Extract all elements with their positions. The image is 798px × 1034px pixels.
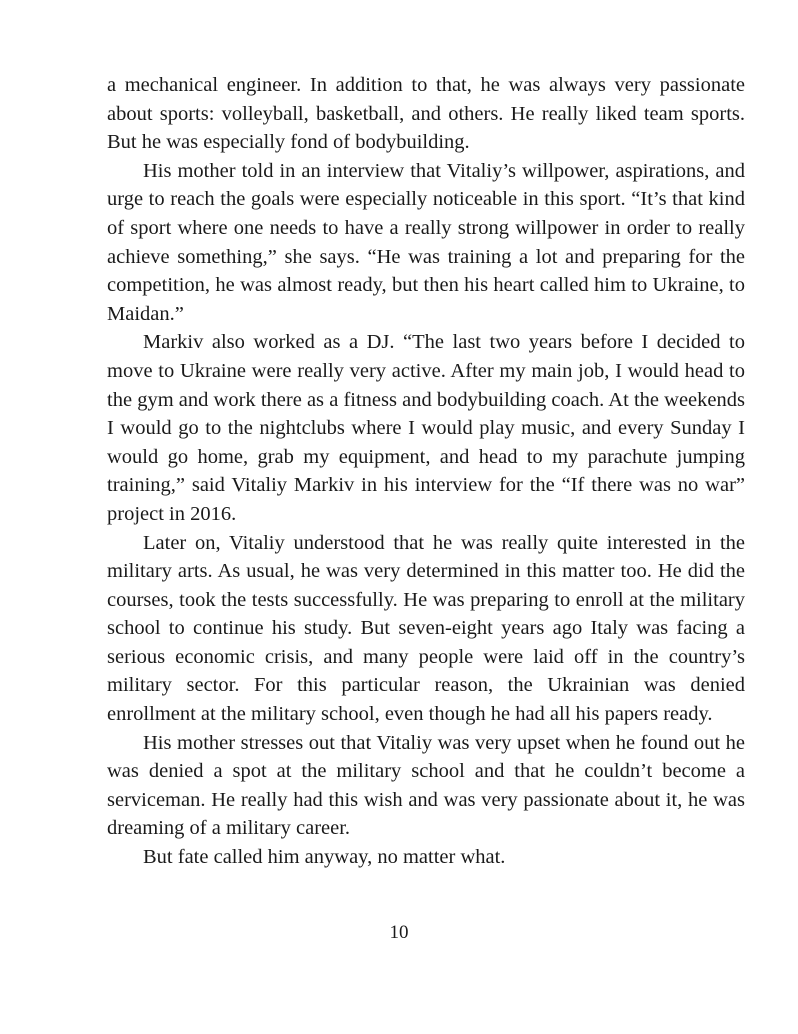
paragraph-2: His mother told in an interview that Vitaliy’s willpower, aspirations, and urge to reach the goals were especially noticeable in this sport. “It’s that kind of sport where one needs to have a really strong willpower in order to really achieve something,” she says. “He was training a lot and preparing for the competition, he was almost ready, but then his heart called him to Ukraine, to Maidan.”: [107, 159, 745, 325]
paragraph-6: But fate called him anyway, no matter what.: [143, 846, 506, 869]
page-body: [107, 71, 745, 872]
paragraph-1: a mechanical engineer. In addition to that, he was always very passionate about sports: volleyball, basketball, and others. He really liked team sports. But he was especially fond of bodybuilding.: [107, 74, 745, 154]
paragraph-5: His mother stresses out that Vitaliy was very upset when he found out he was denied a spot at the military school and that he couldn’t become a serviceman. He really had this wish and was very passionate about it, he was dreaming of a military career.: [107, 731, 745, 840]
paragraph-4: Later on, Vitaliy understood that he was really quite interested in the military arts. As usual, he was very determined in this matter too. He did the courses, took the tests successfully. He was preparing to enroll at the military school to continue his study. But seven-eight years ago Italy was facing a serious economic crisis, and many people were laid off in the country’s military sector. For this particular reason, the Ukrainian was denied enrollment at the military school, even though he had all his papers ready.: [107, 531, 745, 726]
paragraph-3: Markiv also worked as a DJ. “The last two years before I decided to move to Ukraine were really very active. After my main job, I would head to the gym and work there as a fitness and bodybuilding coach. At the weekends I would go to the nightclubs where I would play music, and every Sunday I would go home, grab my equipment, and head to my parachute jumping training,” said Vitaliy Markiv in his interview for the “If there was no war” project in 2016.: [107, 331, 745, 525]
page-number: 10: [389, 922, 409, 943]
